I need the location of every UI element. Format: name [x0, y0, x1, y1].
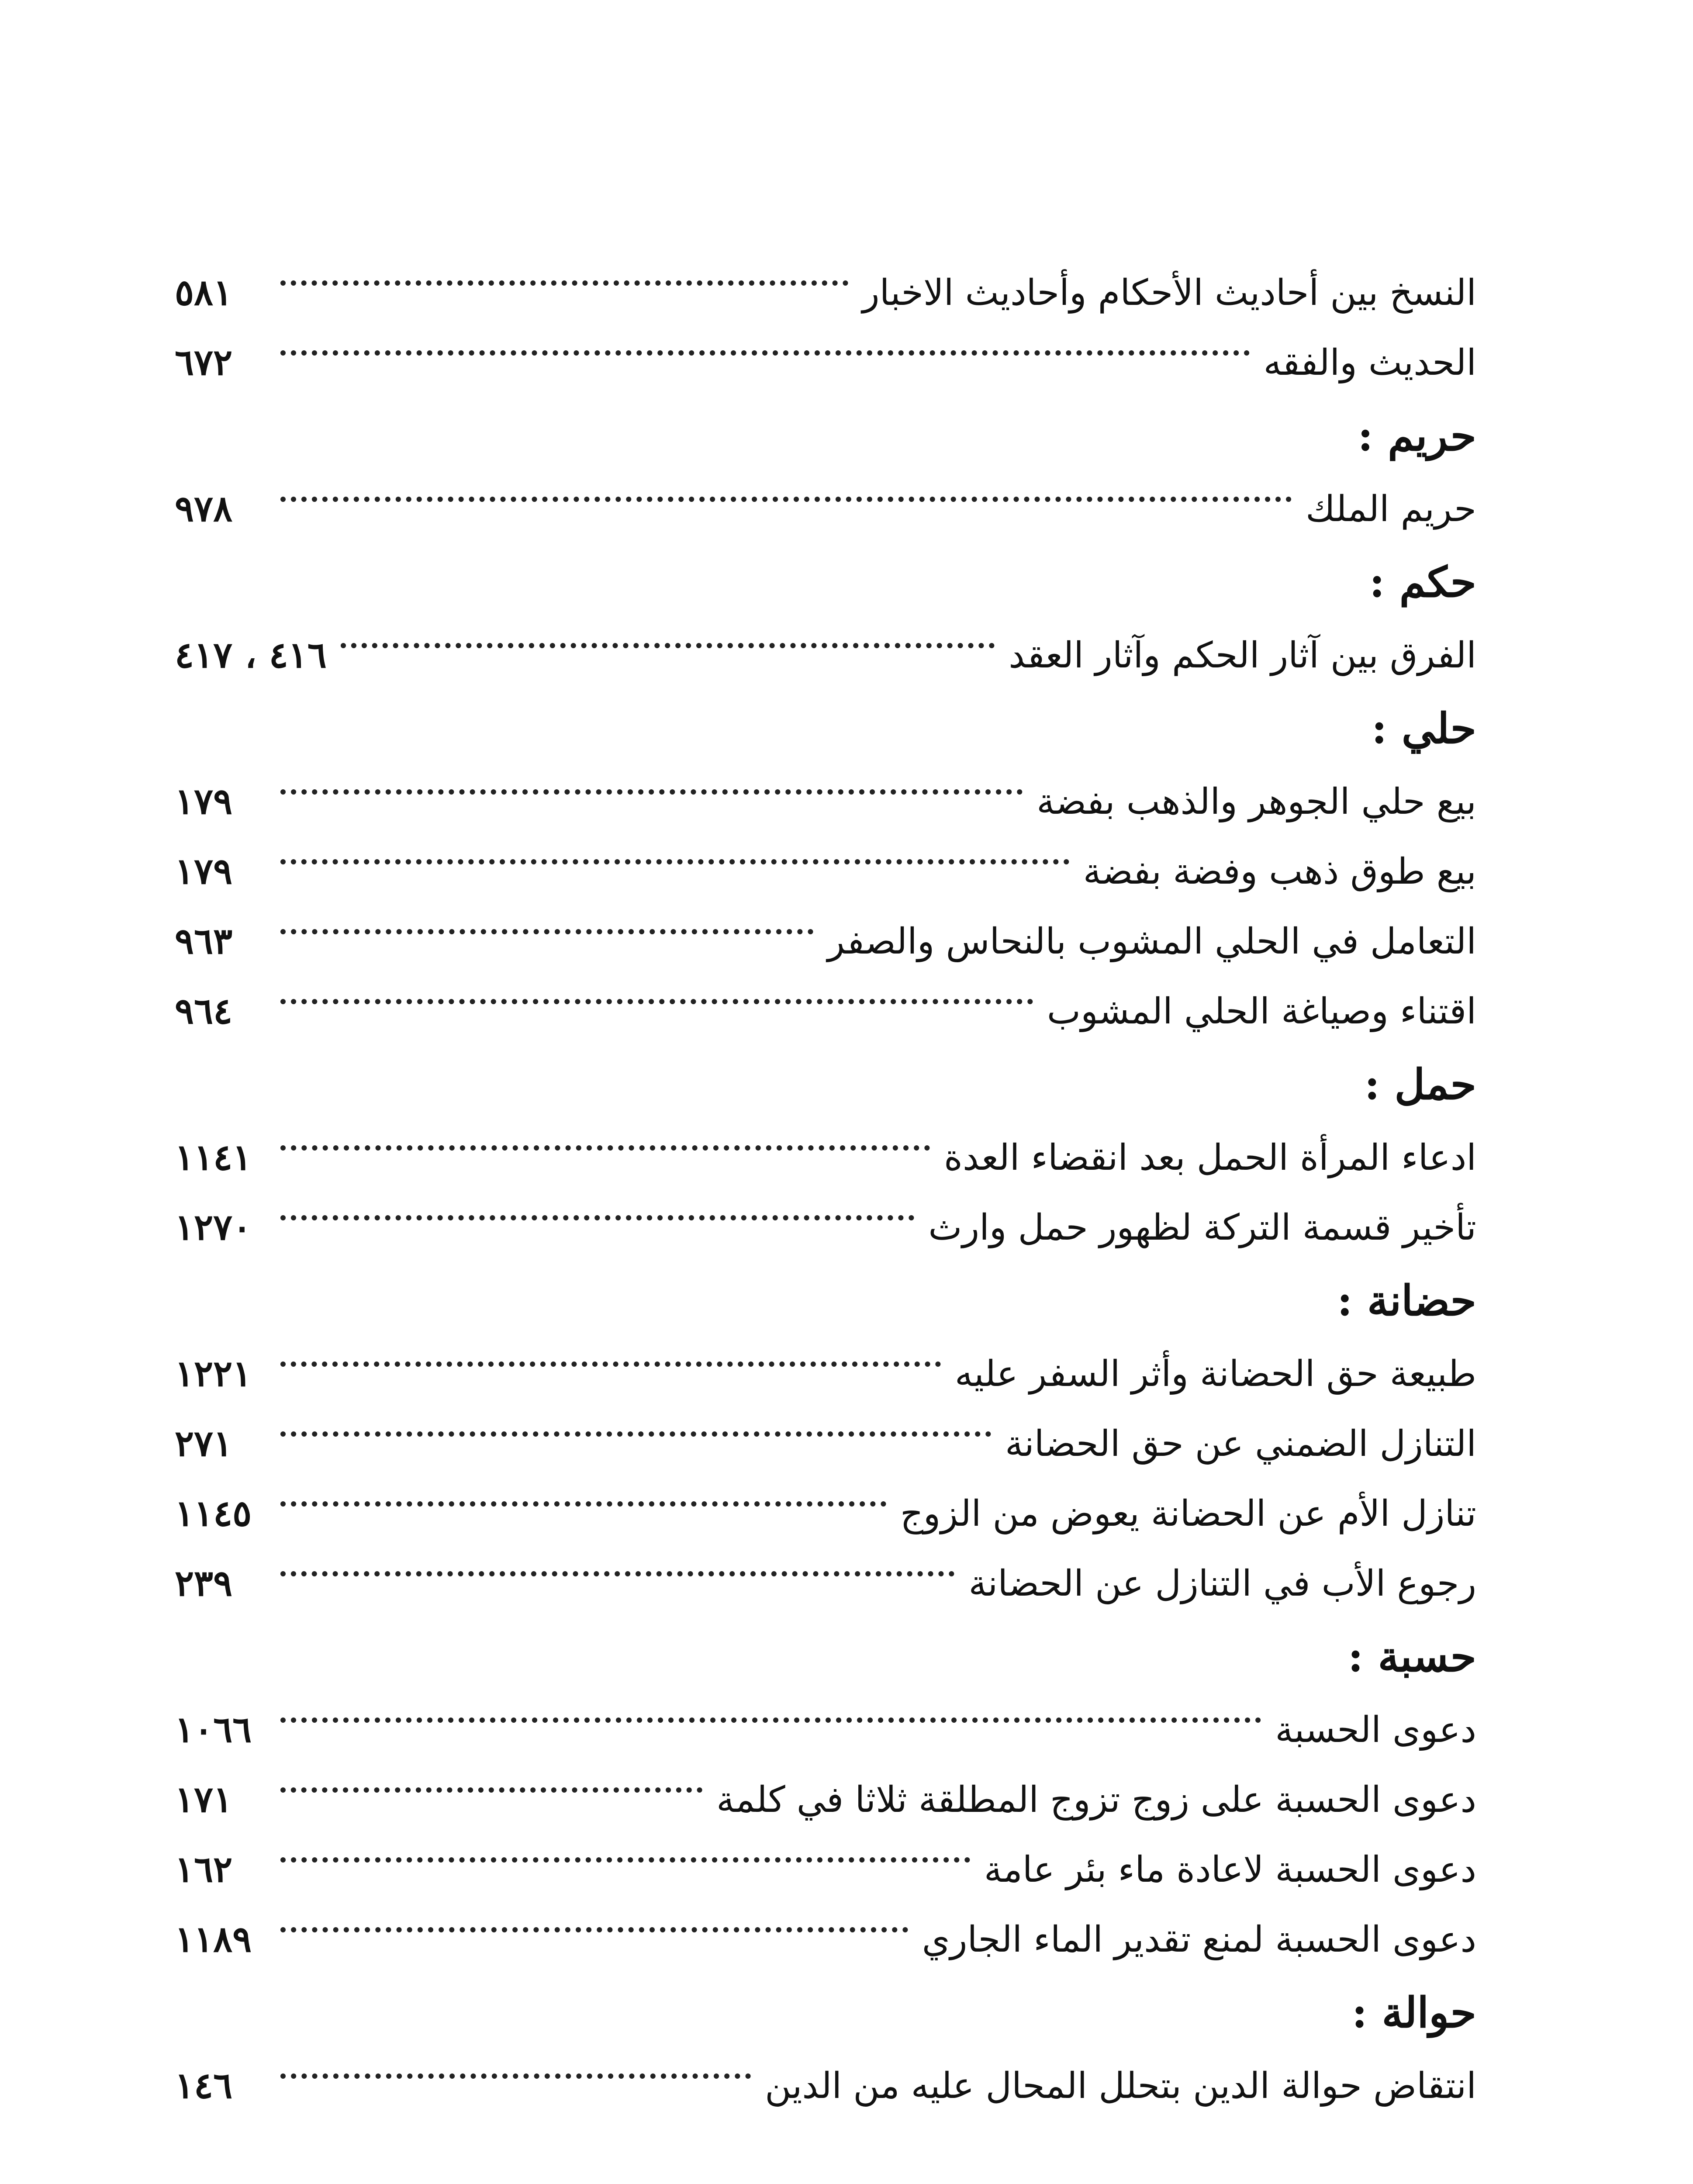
index-entry [175, 1409, 1476, 1479]
entry-title: بيع حلي الجوهر والذهب بفضة [1037, 781, 1476, 822]
index-entry [175, 2051, 1476, 2121]
index-page [175, 258, 1476, 2121]
entry-title: التعامل في الحلي المشوب بالنحاس والصفر [827, 921, 1476, 962]
entry-title: النسخ بين أحاديث الأحكام وأحاديث الاخبار [862, 272, 1476, 314]
index-entry [175, 1835, 1476, 1904]
index-entry [175, 1479, 1476, 1548]
index-entry [175, 328, 1476, 397]
entry-title: حريم الملك [1306, 488, 1476, 530]
leader-dots [341, 643, 995, 648]
section-heading: حريم : [1358, 411, 1476, 460]
entry-title: بيع طوق ذهب وفضة بفضة [1083, 851, 1476, 892]
entry-title: انتقاض حوالة الدين بتحلل المحال عليه من الدين [765, 2065, 1476, 2107]
entry-title: رجوع الأب في التنازل عن الحضانة [968, 1563, 1476, 1604]
leader-dots [280, 1145, 930, 1151]
index-entry [175, 1904, 1476, 1974]
entry-page-number: ١٧١ [175, 1779, 233, 1821]
entry-page-number: ١٢٢١ [175, 1353, 252, 1395]
entry-title: دعوى الحسبة لمنع تقدير الماء الجاري [922, 1919, 1476, 1960]
index-entry [175, 906, 1476, 976]
leader-dots [280, 1215, 914, 1220]
entry-page-number: ٥٨١ [175, 272, 233, 314]
section-heading: حكم : [1369, 557, 1476, 607]
leader-dots [280, 789, 1023, 795]
index-entry [175, 474, 1476, 544]
index-entry [175, 620, 1476, 690]
index-entry [175, 1548, 1476, 1618]
leader-dots [280, 1787, 702, 1793]
entry-page-number: ١٤٦ [175, 2065, 233, 2107]
entry-title: دعوى الحسبة على زوج تزوج المطلقة ثلاثا في كلمة [716, 1779, 1476, 1821]
entry-page-number: ١٢٧٠ [175, 1206, 252, 1248]
entry-title: دعوى الحسبة لاعادة ماء بئر عامة [984, 1849, 1476, 1890]
leader-dots [280, 929, 813, 934]
leader-dots [280, 1927, 908, 1932]
leader-dots [280, 859, 1069, 864]
section-heading: حمل : [1364, 1060, 1476, 1109]
index-entry [175, 1695, 1476, 1765]
entry-page-number: ٢٧١ [175, 1423, 233, 1465]
entry-page-number: ٩٦٤ [175, 990, 233, 1032]
entry-page-number: ١١٨٩ [175, 1918, 252, 1960]
entry-title: التنازل الضمني عن حق الحضانة [1005, 1423, 1476, 1465]
index-entry [175, 1339, 1476, 1409]
section-heading: حضانة : [1337, 1276, 1476, 1325]
index-entry [175, 836, 1476, 906]
entry-page-number: ١٦٢ [175, 1849, 233, 1890]
index-entry [175, 767, 1476, 836]
entry-page-number: ١١٤٥ [175, 1493, 252, 1534]
leader-dots [280, 999, 1033, 1004]
entry-title: تنازل الأم عن الحضانة يعوض من الزوج [900, 1493, 1476, 1534]
section-heading: حسبة : [1347, 1632, 1476, 1681]
leader-dots [280, 1431, 991, 1437]
leader-dots [280, 1571, 954, 1576]
entry-title: طبيعة حق الحضانة وأثر السفر عليه [954, 1353, 1476, 1395]
entry-page-number: ١٧٩ [175, 850, 233, 892]
entry-title: دعوى الحسبة [1275, 1709, 1476, 1751]
entry-page-number: ٤١٦ ، ٤١٧ [175, 634, 327, 676]
entry-title: ادعاء المرأة الحمل بعد انقضاء العدة [944, 1137, 1476, 1178]
index-entry [175, 976, 1476, 1046]
entry-page-number: ١٧٩ [175, 781, 233, 822]
leader-dots [280, 1362, 941, 1367]
index-entry [175, 1192, 1476, 1262]
index-entry [175, 1123, 1476, 1192]
entry-title: الفرق بين آثار الحكم وآثار العقد [1009, 635, 1476, 676]
index-entry [175, 258, 1476, 328]
entry-title: الحديث والفقه [1263, 342, 1476, 384]
entry-title: تأخير قسمة التركة لظهور حمل وارث [928, 1207, 1476, 1248]
entry-title: اقتناء وصياغة الحلي المشوب [1047, 991, 1476, 1032]
entry-page-number: ١١٤١ [175, 1137, 252, 1178]
entry-page-number: ٩٧٨ [175, 488, 233, 530]
section-heading: حوالة : [1351, 1988, 1476, 2037]
leader-dots [280, 1857, 970, 1863]
leader-dots [280, 280, 848, 286]
leader-dots [280, 1717, 1261, 1723]
section-heading: حلي : [1372, 704, 1476, 753]
leader-dots [280, 350, 1250, 356]
leader-dots [280, 2073, 751, 2079]
entry-page-number: ١٠٦٦ [175, 1709, 252, 1751]
entry-page-number: ٢٣٩ [175, 1562, 233, 1604]
index-entry [175, 1765, 1476, 1835]
entry-page-number: ٩٦٣ [175, 920, 233, 962]
leader-dots [280, 1501, 886, 1507]
entry-page-number: ٦٧٢ [175, 342, 233, 384]
leader-dots [280, 497, 1292, 502]
